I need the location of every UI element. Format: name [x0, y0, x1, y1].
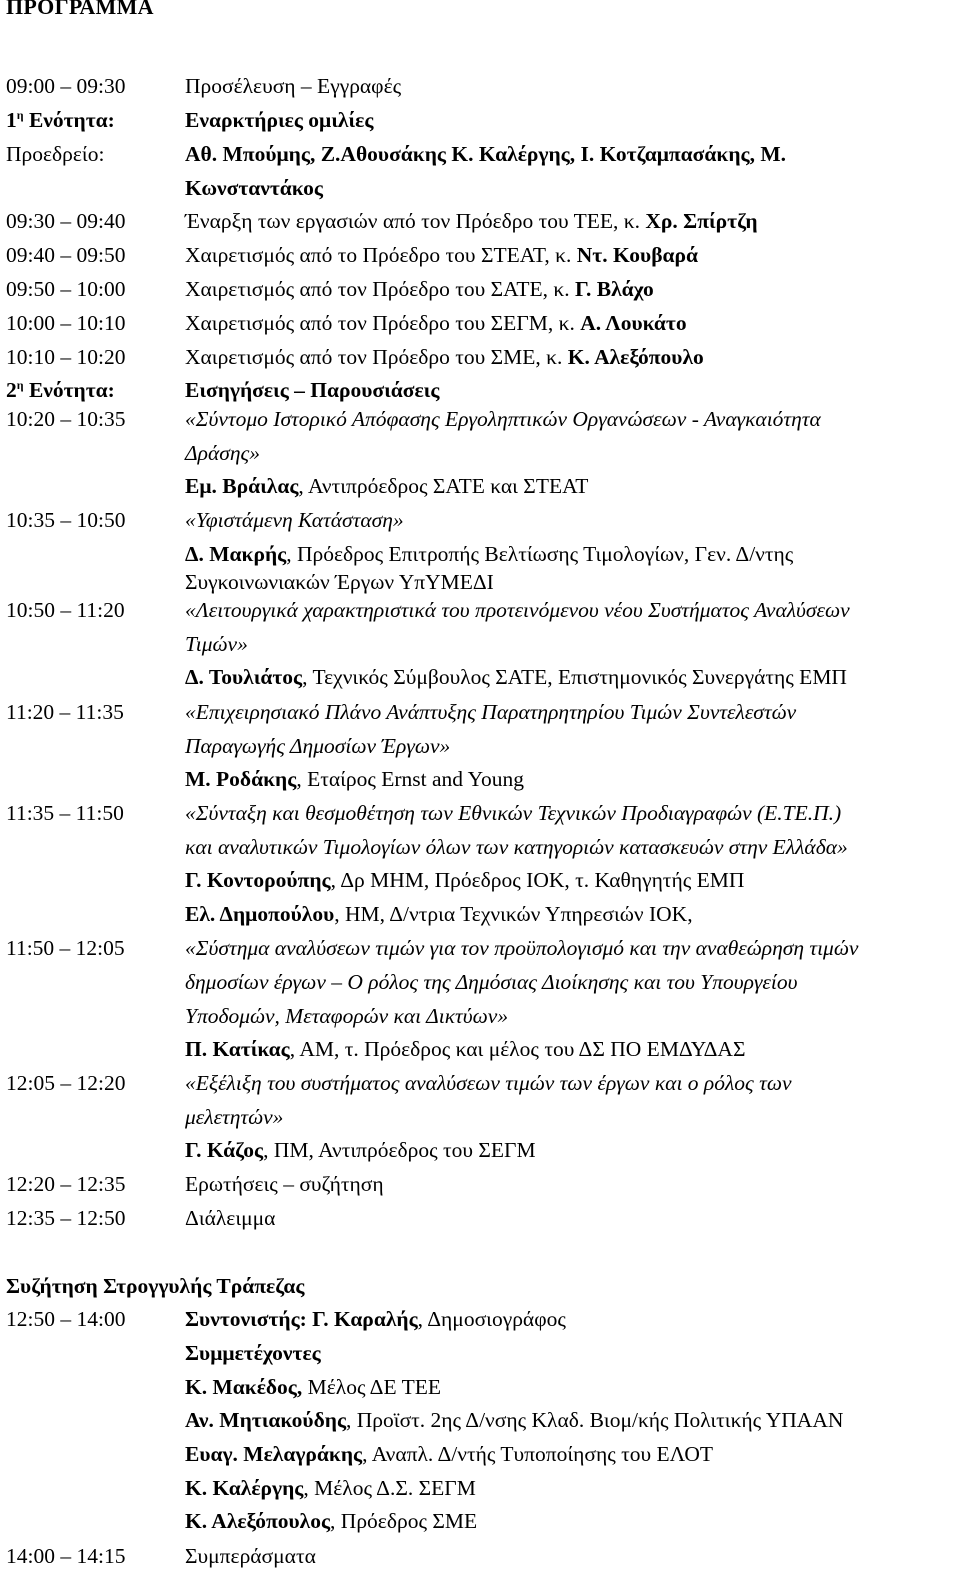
time-slot: 11:20 – 11:35	[6, 700, 124, 724]
talk-title: «Σύνταξη και θεσμοθέτηση των Εθνικών Τεχνικών Προδιαγραφών (Ε.ΤΕ.Π.)	[185, 801, 842, 825]
schedule-row-cont	[0, 437, 960, 471]
time-slot: 10:50 – 11:20	[6, 598, 125, 622]
item-text: Διάλειμμα	[185, 1206, 276, 1230]
section-label: $1^\eta$ Ενότητα:	[6, 108, 115, 132]
speaker-name: Κ. Αλεξόπουλο	[567, 345, 704, 369]
section-title: Εναρκτήριες ομιλίες	[185, 108, 374, 132]
schedule-row	[0, 932, 960, 966]
speaker-row	[0, 1134, 960, 1168]
talk-title: «Υφιστάμενη Κατάσταση»	[185, 508, 404, 532]
speaker: Γ. Κάζος, ΠΜ, Αντιπρόεδρος του ΣΕΓΜ	[185, 1138, 536, 1162]
participant-row	[0, 1472, 960, 1506]
speaker: Εμ. Βράιλας, Αντιπρόεδρος ΣΑΤΕ και ΣΤΕΑΤ	[185, 474, 589, 498]
talk-title-cont: Δράσης»	[185, 441, 260, 465]
time-slot: 12:35 – 12:50	[6, 1206, 126, 1230]
speaker-row	[0, 763, 960, 797]
participant: Ευαγ. Μελαγράκης, Αναπλ. Δ/ντής Τυποποίησης του ΕΛΟΤ	[185, 1442, 714, 1466]
speaker: Ελ. Δημοπούλου, ΗΜ, Δ/ντρια Τεχνικών Υπηρεσιών ΙΟΚ,	[185, 902, 693, 926]
participants-heading: Συμμετέχοντες	[185, 1341, 321, 1365]
time-slot: 12:05 – 12:20	[6, 1071, 126, 1095]
time-slot: 09:00 – 09:30	[6, 74, 126, 98]
schedule-row-cont	[0, 1101, 960, 1135]
time-slot: 10:00 – 10:10	[6, 311, 126, 335]
speaker-name: Π. Κατίκας	[185, 1037, 290, 1061]
item-text: Ερωτήσεις – συζήτηση	[185, 1172, 384, 1196]
item-text: Χαιρετισμός από τον Πρόεδρο του ΣΕΓΜ, κ. Α. Λουκάτο	[185, 311, 687, 335]
item-text: Προσέλευση – Εγγραφές	[185, 74, 402, 98]
talk-title: «Επιχειρησιακό Πλάνο Ανάπτυξης Παρατηρητηρίου Τιμών Συντελεστών	[185, 700, 797, 724]
schedule-row	[0, 341, 960, 375]
schedule-row-cont	[0, 730, 960, 764]
talk-title-cont: δημοσίων έργων – Ο ρόλος της Δημόσιας Διοίκησης και του Υπουργείου	[185, 970, 798, 994]
time-slot: 09:30 – 09:40	[6, 209, 126, 233]
participant-row	[0, 1505, 960, 1539]
time-slot: 09:40 – 09:50	[6, 243, 126, 267]
speaker-name: Μ. Ροδάκης	[185, 767, 297, 791]
speaker-name: Γ. Βλάχο	[574, 277, 654, 301]
speaker-name: Ελ. Δημοπούλου	[185, 902, 335, 926]
speaker-name: Χρ. Σπίρτζη	[645, 209, 758, 233]
talk-title: «Σύντομο Ιστορικό Απόφασης Εργοληπτικών Οργανώσεων - Αναγκαιότητα	[185, 407, 821, 431]
talk-title: «Λειτουργικά χαρακτηριστικά του προτεινόμενου νέου Συστήματος Αναλύσεων	[185, 598, 850, 622]
speaker-name: Γ. Κοντορούπης	[185, 868, 331, 892]
speaker-name: Ντ. Κουβαρά	[576, 243, 699, 267]
schedule-row-cont	[0, 172, 960, 206]
speaker: Π. Κατίκας, ΑΜ, τ. Πρόεδρος και μέλος του ΔΣ ΠΟ ΕΜΔΥΔΑΣ	[185, 1037, 746, 1061]
schedule-row-cont	[0, 966, 960, 1000]
schedule-row	[0, 307, 960, 341]
talk-title-cont: και αναλυτικών Τιμολογίων όλων των κατηγοριών κατασκευών στην Ελλάδα»	[185, 835, 848, 859]
participants-heading-row	[0, 1337, 960, 1371]
speaker-name: Δ. Τουλιάτος	[185, 665, 303, 689]
schedule-row	[0, 403, 960, 437]
speaker-name: Α. Λουκάτο	[580, 311, 687, 335]
speaker-role-cont: Συγκοινωνιακών Έργων ΥπΥΜΕΔΙ	[185, 570, 494, 594]
presidium-names-cont: Κωνσταντάκος	[185, 176, 323, 200]
speaker-name: Γ. Κάζος	[185, 1138, 264, 1162]
speaker-row	[0, 470, 960, 504]
speaker: Γ. Κοντορούπης, Δρ ΜΗΜ, Πρόεδρος ΙΟΚ, τ. Καθηγητής ΕΜΠ	[185, 868, 745, 892]
talk-title-cont: μελετητών»	[185, 1105, 284, 1129]
schedule-row	[0, 205, 960, 239]
participant: Κ. Αλεξόπουλος, Πρόεδρος ΣΜΕ	[185, 1509, 478, 1533]
schedule-row	[0, 696, 960, 730]
time-slot: 10:35 – 10:50	[6, 508, 126, 532]
time-slot: 11:50 – 12:05	[6, 936, 125, 960]
item-text: Χαιρετισμός από το Πρόεδρο του ΣΤΕΑΤ, κ. Ντ. Κουβαρά	[185, 243, 699, 267]
roundtable-heading: Συζήτηση Στρογγυλής Τράπεζας	[6, 1274, 305, 1298]
schedule-row	[0, 797, 960, 831]
speaker: Δ. Μακρής, Πρόεδρος Επιτροπής Βελτίωσης Τιμολογίων, Γεν. Δ/ντης	[185, 542, 794, 566]
item-text: Χαιρετισμός από τον Πρόεδρο του ΣΑΤΕ, κ. Γ. Βλάχο	[185, 277, 654, 301]
talk-title: «Εξέλιξη του συστήματος αναλύσεων τιμών των έργων και ο ρόλος των	[185, 1071, 792, 1095]
speaker: Μ. Ροδάκης, Εταίρος Ernst and Young	[185, 767, 525, 791]
participant-row	[0, 1438, 960, 1472]
item-text: Συμπεράσματα	[185, 1544, 316, 1568]
talk-title-cont: Παραγωγής Δημοσίων Έργων»	[185, 734, 451, 758]
speaker-row	[0, 898, 960, 932]
time-slot: 09:50 – 10:00	[6, 277, 126, 301]
schedule-row-cont	[0, 628, 960, 662]
speaker-row	[0, 1033, 960, 1067]
schedule-row-cont	[0, 831, 960, 865]
speaker-row	[0, 864, 960, 898]
talk-title-cont: Τιμών»	[185, 632, 248, 656]
speaker-row	[0, 661, 960, 695]
time-slot: 12:20 – 12:35	[6, 1172, 126, 1196]
section-row	[0, 104, 960, 138]
schedule-row	[0, 1168, 960, 1202]
time-slot: 10:10 – 10:20	[6, 345, 126, 369]
schedule-row	[0, 1303, 960, 1337]
schedule-row	[0, 1067, 960, 1101]
moderator: Συντονιστής: Γ. Καραλής, Δημοσιογράφος	[185, 1307, 566, 1331]
time-slot: 14:00 – 14:15	[6, 1544, 126, 1568]
presidium-label: Προεδρείο:	[6, 142, 105, 166]
item-text: Χαιρετισμός από τον Πρόεδρο του ΣΜΕ, κ. Κ. Αλεξόπουλο	[185, 345, 704, 369]
time-slot: 11:35 – 11:50	[6, 801, 124, 825]
talk-title: «Σύστημα αναλύσεων τιμών για τον προϋπολογισμό και την αναθεώρηση τιμών	[185, 936, 859, 960]
time-slot: 10:20 – 10:35	[6, 407, 126, 431]
speaker-name: Εμ. Βράιλας	[185, 474, 299, 498]
participant: Κ. Μακέδος, Μέλος ΔΕ ΤΕΕ	[185, 1375, 441, 1399]
schedule-row	[0, 273, 960, 307]
speaker-name: Δ. Μακρής	[185, 542, 287, 566]
schedule-row	[0, 594, 960, 628]
participant: Αν. Μητιακούδης, Προϊστ. 2ης Δ/νσης Κλαδ. Βιομ/κής Πολιτικής ΥΠΑΑΝ	[185, 1408, 844, 1432]
participant-row	[0, 1404, 960, 1438]
speaker: Δ. Τουλιάτος, Τεχνικός Σύμβουλος ΣΑΤΕ, Επιστημονικός Συνεργάτης ΕΜΠ	[185, 665, 847, 689]
presidium-names: Αθ. Μπούμης, Ζ.Αθουσάκης Κ. Καλέργης, Ι. Κοτζαμπασάκης, Μ.	[185, 142, 787, 166]
participant-row	[0, 1371, 960, 1405]
talk-title-cont: Υποδομών, Μεταφορών και Δικτύων»	[185, 1004, 509, 1028]
schedule-row	[0, 1202, 960, 1236]
section-title: Εισηγήσεις – Παρουσιάσεις	[185, 378, 440, 402]
page-title: ΠΡΟΓΡΑΜΜΑ	[6, 0, 154, 19]
schedule-row-cont	[0, 1000, 960, 1034]
schedule-row	[0, 1540, 960, 1574]
schedule-row	[0, 239, 960, 273]
section-label: $2^\eta$ Ενότητα:	[6, 378, 115, 402]
schedule-row	[0, 138, 960, 172]
schedule-row	[0, 70, 960, 104]
schedule-row	[0, 504, 960, 538]
item-text: Έναρξη των εργασιών από τον Πρόεδρο του ΤΕΕ, κ. Χρ. Σπίρτζη	[185, 209, 758, 233]
time-slot: 12:50 – 14:00	[6, 1307, 126, 1331]
participant: Κ. Καλέργης, Μέλος Δ.Σ. ΣΕΓΜ	[185, 1476, 476, 1500]
